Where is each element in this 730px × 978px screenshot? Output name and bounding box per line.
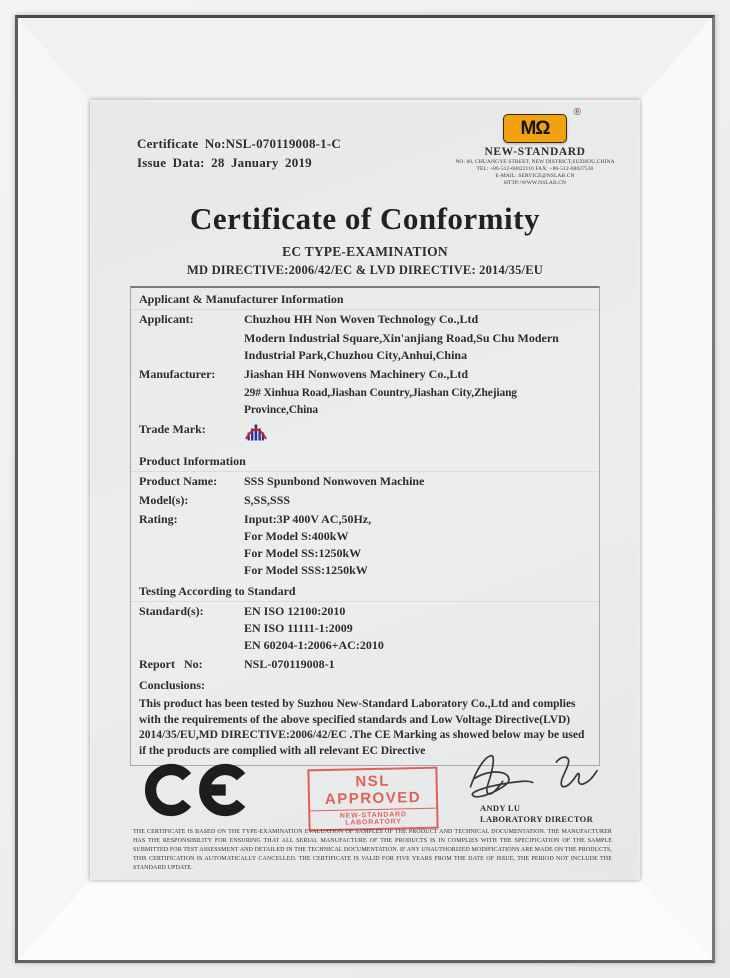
fine-print: THE CERTIFICATE IS BASED ON THE TYPE-EXAMINATION EVALUATION OF SAMPLES OF THE PRODUCT AND TECHNICAL DOCUMENTATION. THE MANUFACTURER HAS THE RESPONSIBILITY FOR ENSURING THAT ALL SERIAL MANUFACTURE OF THE PRODUCTS IS IN COMPLIES WITH THE SPECIFICATION OF THE SAMPLE SUBMITTED FOR TEST ASSESSMENT AND DETAILED IN THE TECHNICAL DOCUMENTATION. IF ANY UNAUTHORIZED MODIFICATIONS ARE MADE ON THE PRODUCTS, THIS CERTIFICATION IS AUTOMATICALLY CANCELLED. THE CERTIFICATE IS VALID FOR FIVE YEARS FROM THE DATE OF ISSUE, THE PERIOD NOT INCLUDE THE STANDARD UPDATE. xyxy=(133,829,613,871)
issuer-logo-wrap xyxy=(503,107,581,143)
stamp-line1: NSL APPROVED xyxy=(324,772,422,809)
issuer-website: HTTP:/WWW.NSLAB.CN xyxy=(503,180,567,186)
section-header-testing-standard: Testing According to Standard xyxy=(131,580,599,602)
section-header-product-info: Product Information xyxy=(131,450,599,472)
issuer-tel-fax: TEL: +86-512-68022110 FAX: +86-512-68027530 xyxy=(476,166,594,172)
trademark-cell xyxy=(244,422,599,449)
applicant-value: Chuzhou HH Non Woven Technology Co.,Ltd xyxy=(244,312,479,326)
approval-stamp xyxy=(307,767,438,832)
certificate-meta xyxy=(137,134,341,187)
standard-line: EN ISO 12100:2010 xyxy=(244,604,346,618)
signer-title: LABORATORY DIRECTOR xyxy=(480,814,594,824)
row-manufacturer xyxy=(131,365,599,384)
row-manufacturer-address xyxy=(131,384,599,420)
applicant-address: Modern Industrial Square,Xin'anjiang Road,Su Chu Modern Industrial Park,Chuzhou City,Anhui,China xyxy=(244,331,559,362)
certificate-paper xyxy=(90,100,640,880)
issuer-name: NEW-STANDARD xyxy=(484,146,586,158)
issue-date: Issue Data: 28 January 2019 xyxy=(137,155,312,170)
issuer-address: NO. 60, CHUANGYE STREET, NEW DISTRICT,SUZHOU,CHINA xyxy=(455,159,615,165)
manufacturer-value: Jiashan HH Nonwovens Machinery Co.,Ltd xyxy=(244,367,469,381)
issuer-block xyxy=(440,107,630,187)
applicant-label: Applicant: xyxy=(139,312,194,326)
row-applicant xyxy=(131,310,599,329)
row-product-name xyxy=(131,472,599,491)
models-value: S,SS,SSS xyxy=(244,493,291,507)
signer-block xyxy=(480,803,593,825)
mw-ohm-logo-icon: MΩ xyxy=(503,114,567,143)
stamp-line2: NEW-STANDARD LABORATORY xyxy=(310,808,436,830)
issuer-contact xyxy=(440,159,630,187)
section-header-conclusions: Conclusions: xyxy=(139,678,206,692)
rating-line: For Model S:400kW xyxy=(244,529,349,543)
report-no-value: NSL-070119008-1 xyxy=(244,657,335,671)
standards-label: Standard(s): xyxy=(139,604,204,618)
row-report-no xyxy=(131,655,599,674)
product-name-value: SSS Spunbond Nonwoven Machine xyxy=(244,474,425,488)
empty-label xyxy=(131,330,244,364)
registered-trademark-icon: ® xyxy=(573,107,581,118)
trademark-logo-icon xyxy=(244,422,270,444)
standard-line: EN 60204-1:2006+AC:2010 xyxy=(244,638,384,652)
rating-lines xyxy=(244,511,599,579)
product-name-label: Product Name: xyxy=(139,474,218,488)
row-applicant-address xyxy=(131,329,599,365)
row-models xyxy=(131,491,599,510)
certificate-number: Certificate No:NSL-070119008-1-C xyxy=(137,136,341,151)
models-label: Model(s): xyxy=(139,493,189,507)
manufacturer-label: Manufacturer: xyxy=(139,367,216,381)
conclusions-paragraph: This product has been tested by Suzhou New-Standard Laboratory Co.,Ltd and complies with the requirements of the above specified standards and Low Voltage Directive(LVD) 2014/35/EU,MD DIRECTIVE:2006/42/EC .The CE Marking as showed below may be used if the products are complied with all relevant EC Directive xyxy=(139,698,585,757)
section-header-applicant-info: Applicant & Manufacturer Information xyxy=(131,288,599,310)
standard-line: EN ISO 11111-1:2009 xyxy=(244,621,353,635)
certificate-header xyxy=(137,107,630,187)
rating-label: Rating: xyxy=(139,512,178,526)
row-standards xyxy=(131,602,599,655)
ce-mark-icon xyxy=(145,760,257,820)
info-table xyxy=(130,286,600,766)
trademark-label: Trade Mark: xyxy=(139,422,206,436)
row-trademark xyxy=(131,420,599,450)
rating-line: For Model SSS:1250kW xyxy=(244,563,368,577)
page-title: Certificate of Conformity xyxy=(190,201,540,236)
empty-label xyxy=(131,385,244,419)
row-rating xyxy=(131,510,599,580)
signer-name: ANDY LU xyxy=(480,803,521,813)
standards-lines xyxy=(244,603,599,654)
manufacturer-address: 29# Xinhua Road,Jiashan Country,Jiashan City,Zhejiang Province,China xyxy=(244,387,517,416)
rating-line: For Model SS:1250kW xyxy=(244,546,362,560)
report-no-label: Report No: xyxy=(139,657,203,671)
rating-line: Input:3P 400V AC,50Hz, xyxy=(244,512,372,526)
subtitle-directives: MD DIRECTIVE:2006/42/EC & LVD DIRECTIVE: 2014/35/EU xyxy=(187,263,543,277)
subtitle-ec-type-examination: EC TYPE-EXAMINATION xyxy=(282,244,448,259)
issuer-email: E-MAIL: SERVICE@NSLAB.CN xyxy=(495,173,575,179)
